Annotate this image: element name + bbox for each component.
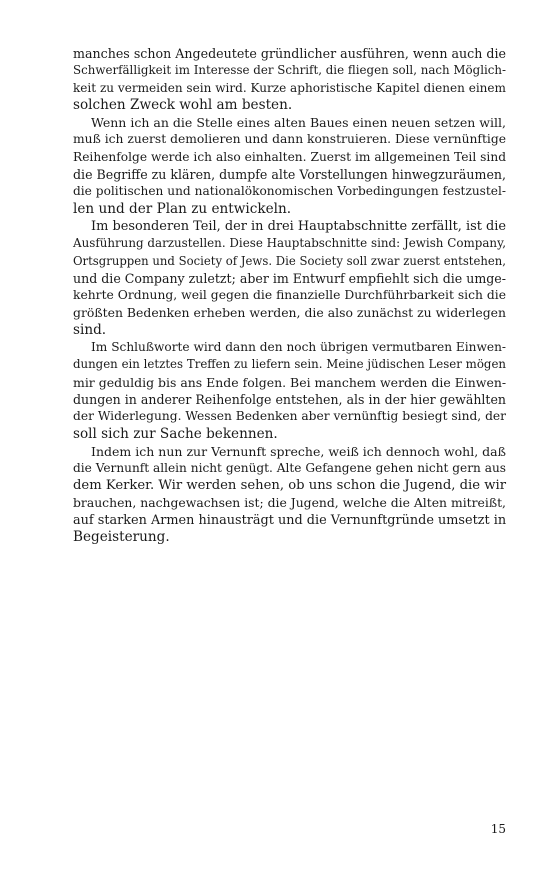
text-line: Schwerfälligkeit im Interesse der Schrift, die fliegen soll, nach Möglich- xyxy=(73,63,507,78)
text-line: Reihenfolge werde ich also einhalten. Zuerst im allgemeinen Teil sind xyxy=(73,149,506,164)
text-line: len und der Plan zu entwickeln. xyxy=(73,200,292,217)
page-number: 15 xyxy=(490,822,506,836)
text-line: manches schon Angedeutete gründlicher ausführen, wenn auch die xyxy=(73,46,506,61)
text-line: Wenn ich an die Stelle eines alten Baues einen neuen setzen will, xyxy=(91,115,506,131)
text-line: mir geduldig bis ans Ende folgen. Bei manchem werden die Einwen- xyxy=(73,374,507,390)
text-line: Im besonderen Teil, der in drei Hauptabschnitte zerfällt, ist die xyxy=(91,218,507,234)
text-line: die Vernunft allein nicht genügt. Alte Gefangene gehen nicht gern aus xyxy=(73,461,506,476)
text-line: dem Kerker. Wir werden sehen, ob uns schon die Jugend, die wir xyxy=(73,478,506,494)
text-line: dungen in anderer Reihenfolge entstehen, als in der hier gewählten xyxy=(73,391,506,407)
text-line: größten Bedenken erheben werden, die also zunächst zu widerlegen xyxy=(73,305,506,321)
text-line: die politischen und nationalökonomischen Vorbedingungen festzustel- xyxy=(73,184,506,199)
text-line: Ausführung darzustellen. Diese Hauptabschnitte sind: Jewish Company, xyxy=(73,236,506,251)
text-line: Indem ich nun zur Vernunft spreche, weiß ich dennoch wohl, daß xyxy=(91,443,506,459)
text-line: solchen Zweck wohl am besten. xyxy=(73,96,293,113)
text-line: brauchen, nachgewachsen ist; die Jugend, welche die Alten mitreißt, xyxy=(73,495,506,510)
text-line: dungen ein letztes Treffen zu liefern sein. Meine jüdischen Leser mögen xyxy=(73,357,506,372)
text-line: und die Company zuletzt; aber im Entwurf empfiehlt sich die umge- xyxy=(73,270,506,286)
text-line: der Widerlegung. Wessen Bedenken aber vernünftig besiegt sind, der xyxy=(73,409,506,424)
text-line: Im Schlußworte wird dann den noch übrigen vermutbaren Einwen- xyxy=(91,340,507,355)
text-line: muß ich zuerst demolieren und dann konstruieren. Diese vernünftige xyxy=(73,132,506,147)
text-line: kehrte Ordnung, weil gegen die finanzielle Durchführbarkeit sich die xyxy=(73,288,506,303)
text-line: die Begriffe zu klären, dumpfe alte Vorstellungen hinwegzuräumen, xyxy=(73,167,506,183)
paragraph xyxy=(73,45,506,114)
text-body xyxy=(73,45,506,547)
paragraph xyxy=(73,443,506,547)
text-line: sind. xyxy=(73,321,107,338)
paragraph xyxy=(73,339,506,443)
text-line: Begeisterung. xyxy=(73,529,170,546)
text-line: Ortsgruppen und Society of Jews. Die Society soll zwar zuerst entstehen, xyxy=(73,253,506,268)
paragraph xyxy=(73,114,506,218)
text-line: auf starken Armen hinausträgt und die Vernunftgründe umsetzt in xyxy=(73,513,507,529)
text-line: soll sich zur Sache bekennen. xyxy=(73,425,278,442)
text-line: keit zu vermeiden sein wird. Kurze aphoristische Kapitel dienen einem xyxy=(73,80,506,95)
paragraph xyxy=(73,218,506,339)
